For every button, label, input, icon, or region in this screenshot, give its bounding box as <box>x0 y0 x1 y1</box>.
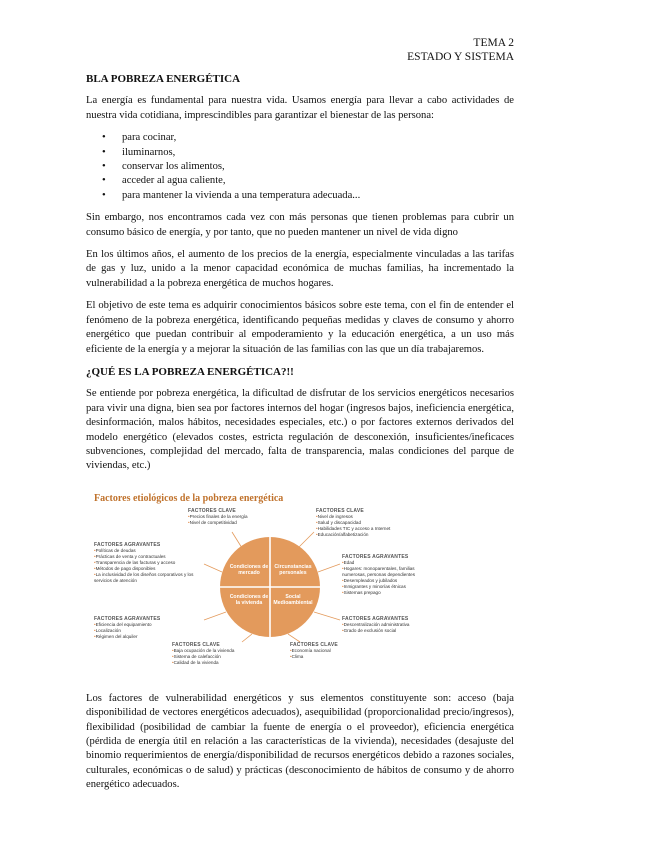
arrow <box>288 634 300 642</box>
list-item: • acceder al agua caliente, <box>122 174 514 188</box>
box-aggravating-market: FACTORES AGRAVANTES • Políticas de deudas • Prácticas de venta y contractuales • Transparencia de las facturas y acceso • Métodos de pago disponibles • La inclusividad de los diseños corporativos y los servicios de atención <box>94 542 204 584</box>
factors-diagram <box>92 492 432 682</box>
box-key-market: FACTORES CLAVE • Precios finales de la energía • Nivel de competitividad <box>188 508 268 526</box>
arrow <box>318 564 340 572</box>
box-key-housing: FACTORES CLAVE • Baja ocupación de la vivienda • Sistema de calefacción • Calidad de la vivienda <box>172 642 262 666</box>
paragraph: Sin embargo, nos encontramos cada vez con más personas que tienen problemas para cubrir un consumo básico de energía, y por tanto, que no pueden mantener un nivel de vida digno <box>86 212 514 238</box>
quadrant-personal: Circunstancias personales <box>274 563 312 576</box>
arrow <box>204 564 222 572</box>
page-header <box>407 36 514 64</box>
arrow <box>314 612 340 620</box>
arrow <box>242 634 252 642</box>
arrow <box>298 532 314 548</box>
list-item: • conservar los alimentos, <box>122 160 514 174</box>
quadrant-market: Condiciones de mercado <box>229 563 269 576</box>
list-item: • iluminarnos, <box>122 146 514 160</box>
arrow <box>232 532 242 548</box>
paragraph: En los últimos años, el aumento de los precios de la energía, especialmente vinculadas a las tarifas de gas y luz, unido a la menor capacidad económica de muchas familias, ha incrementado la vulnerabilidad a la pobreza energética de muchos hogares. <box>86 249 514 289</box>
paragraph: El objetivo de este tema es adquirir conocimientos básicos sobre este tema, con el fin de entender el fenómeno de la pobreza energética, identificando pequeñas medidas y claves de consumo y ahorro energético que puedan contribuir al empoderamiento y la educación energética, a un uso más eficiente de la energía y a mejorar la situación de las familias con las que un día trabajaremos. <box>86 300 514 355</box>
arrow <box>204 612 226 620</box>
box-aggravating-personal: FACTORES AGRAVANTES • Edad • Hogares: monoparentales, familias numerosas, personas dependientes • Desempleados y jubilados • Inmigrantes y minorías étnicas • Sistemas prepago <box>342 554 432 596</box>
diagram-title: Factores etiológicos de la pobreza energética <box>94 492 284 504</box>
paragraph: Los factores de vulnerabilidad energéticos y sus elementos constituyente son: acceso (baja disponibilidad de vectores energéticos adecuados), asequibilidad (proporcionalidad precio/ingresos), flexibilidad (posibilidad de cambiar la fuente de energía o el proveedor), eficiencia energética (pérdida de energía útil en relación a las características de la vivienda), necesidades (desajuste del binomio requerimientos de energía/disponibilidad de recursos energéticos debido a razones sociales, culturales, económicas o de salud) y prácticas (desconocimiento de hábitos de consumo y de ahorro energético adecuados. <box>86 692 514 791</box>
section-title: ¿QUÉ ES LA POBREZA ENERGÉTICA?!! <box>86 365 294 378</box>
quadrant-housing: Condiciones de la vivienda <box>229 593 269 606</box>
quadrant-social: Social Medioambiental <box>273 593 313 606</box>
document-body <box>86 72 514 801</box>
header-subject: ESTADO Y SISTEMA <box>407 51 514 63</box>
box-aggravating-social: FACTORES AGRAVANTES • Descentralización administrativa • Grado de exclusión social <box>342 616 432 634</box>
box-key-social: FACTORES CLAVE • Economía nacional • Clima <box>290 642 360 660</box>
box-aggravating-housing: FACTORES AGRAVANTES • Eficiencia del equipamiento • Localización • Régimen del alquiler <box>94 616 194 640</box>
list-item: • para mantener la vivienda a una temperatura adecuada... <box>122 189 514 203</box>
bullet-list <box>86 131 514 203</box>
header-topic: TEMA 2 <box>473 37 514 49</box>
list-item: • para cocinar, <box>122 131 514 145</box>
section-title: BLA POBREZA ENERGÉTICA <box>86 73 241 85</box>
paragraph: La energía es fundamental para nuestra vida. Usamos energía para llevar a cabo actividades de nuestra vida cotidiana, imprescindibles para garantizar el bienestar de las persona: <box>86 95 514 121</box>
box-key-personal: FACTORES CLAVE • Nivel de ingresos • Salud y discapacidad • Habilidades TIC y acceso a Internet • Educación/alfabetización <box>316 508 416 538</box>
paragraph: Se entiende por pobreza energética, la dificultad de disfrutar de los servicios energéticos necesarios para vivir una digna, bien sea por factores internos del hogar (ingresos bajos, ineficiencia energética, desinformación, malos hábitos, necesidades especiales, etc.) o por factores externos derivados del modelo energético (elevados costes, estricta regulación de desconexión, insuficientes/ineficaces subvenciones, complejidad del mercado, falta de transparencia, malas condiciones del parque de viviendas, etc.) <box>86 388 514 472</box>
